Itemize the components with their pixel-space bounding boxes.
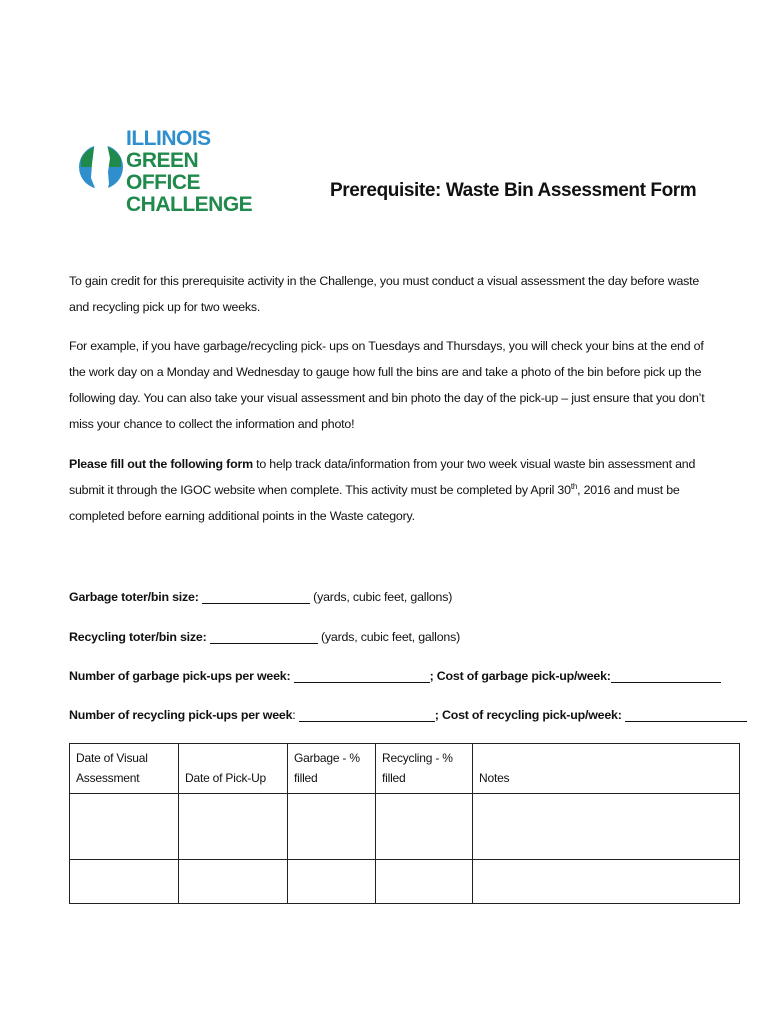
illinois-state-icon xyxy=(78,124,124,210)
instructions-bold-lead: Please fill out the following form xyxy=(69,457,253,471)
recycling-size-units: (yards, cubic feet, gallons) xyxy=(317,630,461,644)
table-cell-notes[interactable] xyxy=(473,794,740,860)
table-cell-recycling-filled[interactable] xyxy=(376,860,473,904)
garbage-size-units: (yards, cubic feet, gallons) xyxy=(309,590,453,604)
garbage-pickups-blank[interactable] xyxy=(294,669,430,683)
logo-line-challenge: CHALLENGE xyxy=(126,193,253,216)
recycling-cost-label: ; Cost of recycling pick-up/week: xyxy=(434,708,625,722)
garbage-size-blank[interactable] xyxy=(202,590,310,604)
column-header-garbage-filled: Garbage - % filled xyxy=(288,744,376,794)
table-cell-date-of-pick-up[interactable] xyxy=(179,794,288,860)
recycling-pickups-row xyxy=(69,708,747,722)
table-cell-garbage-filled[interactable] xyxy=(288,860,376,904)
assessment-log-table xyxy=(69,743,740,904)
table-row xyxy=(70,860,740,904)
column-header-recycling-filled: Recycling - % filled xyxy=(376,744,473,794)
example-paragraph: For example, if you have garbage/recycling pick- ups on Tuesdays and Thursdays, you will check your bins at the end of the work day on a Monday and Wednesday to gauge how full the bins are and take a photo of the bin before pick up the following day. You can also take your visual assessment and bin photo the day of the pick-up – just ensure that you don’t miss your chance to collect the information and photo! xyxy=(69,339,705,431)
recycling-size-label: Recycling toter/bin size: xyxy=(69,630,210,644)
instructions-text-a: to help track data/information from your two week visual waste bin assessment and submit it through the IGOC website when complete. This activity must be completed by April 30 xyxy=(69,457,696,497)
instructions-superscript: th xyxy=(570,481,578,491)
column-header-date-of-visual-assessment: Date of Visual Assessment xyxy=(70,744,179,794)
column-header-date-of-pick-up: Date of Pick-Up xyxy=(179,744,288,794)
instructions-text-b: , 2016 and must be completed before earning additional points in the Waste category. xyxy=(69,483,680,523)
table-cell-garbage-filled[interactable] xyxy=(288,794,376,860)
table-cell-date-of-visual-assessment[interactable] xyxy=(70,794,179,860)
logo-wordmark xyxy=(126,128,268,216)
table-cell-recycling-filled[interactable] xyxy=(376,794,473,860)
garbage-cost-blank[interactable] xyxy=(611,669,721,683)
table-cell-date-of-pick-up[interactable] xyxy=(179,860,288,904)
table-header-row xyxy=(70,744,740,794)
logo-line-illinois: ILLINOIS xyxy=(126,127,211,150)
table-cell-date-of-visual-assessment[interactable] xyxy=(70,860,179,904)
column-header-notes: Notes xyxy=(473,744,740,794)
instructions-paragraph xyxy=(69,451,709,529)
recycling-cost-blank[interactable] xyxy=(625,708,747,722)
garbage-size-row xyxy=(69,590,452,604)
recycling-pickups-blank[interactable] xyxy=(299,708,435,722)
logo-line-green-office: GREEN OFFICE xyxy=(126,149,200,194)
recycling-pickups-colon: : xyxy=(292,708,299,722)
table-cell-notes[interactable] xyxy=(473,860,740,904)
intro-paragraph: To gain credit for this prerequisite activity in the Challenge, you must conduct a visual assessment the day before waste and recycling pick up for two weeks. xyxy=(69,274,700,314)
garbage-size-label: Garbage toter/bin size: xyxy=(69,590,202,604)
garbage-pickups-row xyxy=(69,669,721,683)
recycling-size-blank[interactable] xyxy=(210,630,318,644)
page-title: Prerequisite: Waste Bin Assessment Form xyxy=(330,180,697,201)
garbage-cost-label: ; Cost of garbage pick-up/week: xyxy=(429,669,611,683)
illinois-green-office-challenge-logo xyxy=(78,124,268,216)
recycling-size-row xyxy=(69,630,460,644)
garbage-pickups-label: Number of garbage pick-ups per week: xyxy=(69,669,294,683)
table-row xyxy=(70,794,740,860)
recycling-pickups-label: Number of recycling pick-ups per week xyxy=(69,708,293,722)
